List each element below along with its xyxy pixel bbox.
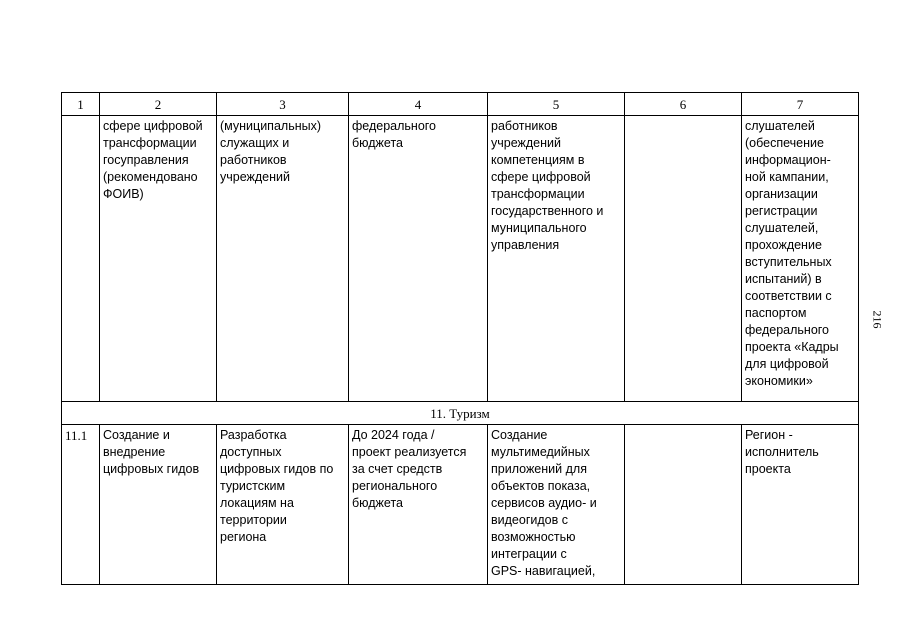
table-cell: работников учреждений компетенциям в сфере цифровой трансформации государственного и муниципального управления (488, 116, 625, 402)
document-table (61, 92, 859, 585)
page-number: 216 (870, 310, 885, 329)
table-cell: Создание и внедрение цифровых гидов (100, 425, 217, 585)
header-cell: 2 (100, 93, 217, 116)
table-cell: слушателей (обеспечение информацион- ной кампании, организации регистрации слушателей, прохождение вступительных испытаний) в соответствии с паспортом федерального проекта «Кадры для цифровой экономики» (742, 116, 859, 402)
section-title: 11. Туризм (62, 402, 859, 425)
table-cell: Разработка доступных цифровых гидов по туристским локациям на территории региона (217, 425, 349, 585)
header-cell: 1 (62, 93, 100, 116)
header-cell: 3 (217, 93, 349, 116)
header-cell: 5 (488, 93, 625, 116)
table-cell: Создание мультимедийных приложений для объектов показа, сервисов аудио- и видеогидов с возможностью интеграции с GPS- навигацией, (488, 425, 625, 585)
row-number: 11.1 (62, 425, 100, 585)
table-header-row (62, 93, 859, 116)
table-row (62, 425, 859, 585)
header-cell: 4 (349, 93, 488, 116)
header-cell: 6 (625, 93, 742, 116)
table-cell: До 2024 года / проект реализуется за счет средств регионального бюджета (349, 425, 488, 585)
table-cell: федерального бюджета (349, 116, 488, 402)
table-cell: сфере цифровой трансформации госуправления (рекомендовано ФОИВ) (100, 116, 217, 402)
header-cell: 7 (742, 93, 859, 116)
table-cell (625, 116, 742, 402)
table-cell (625, 425, 742, 585)
section-row (62, 402, 859, 425)
table-cell: Регион - исполнитель проекта (742, 425, 859, 585)
table-cell (62, 116, 100, 402)
table-row (62, 116, 859, 402)
table-cell: (муниципальных) служащих и работников учреждений (217, 116, 349, 402)
